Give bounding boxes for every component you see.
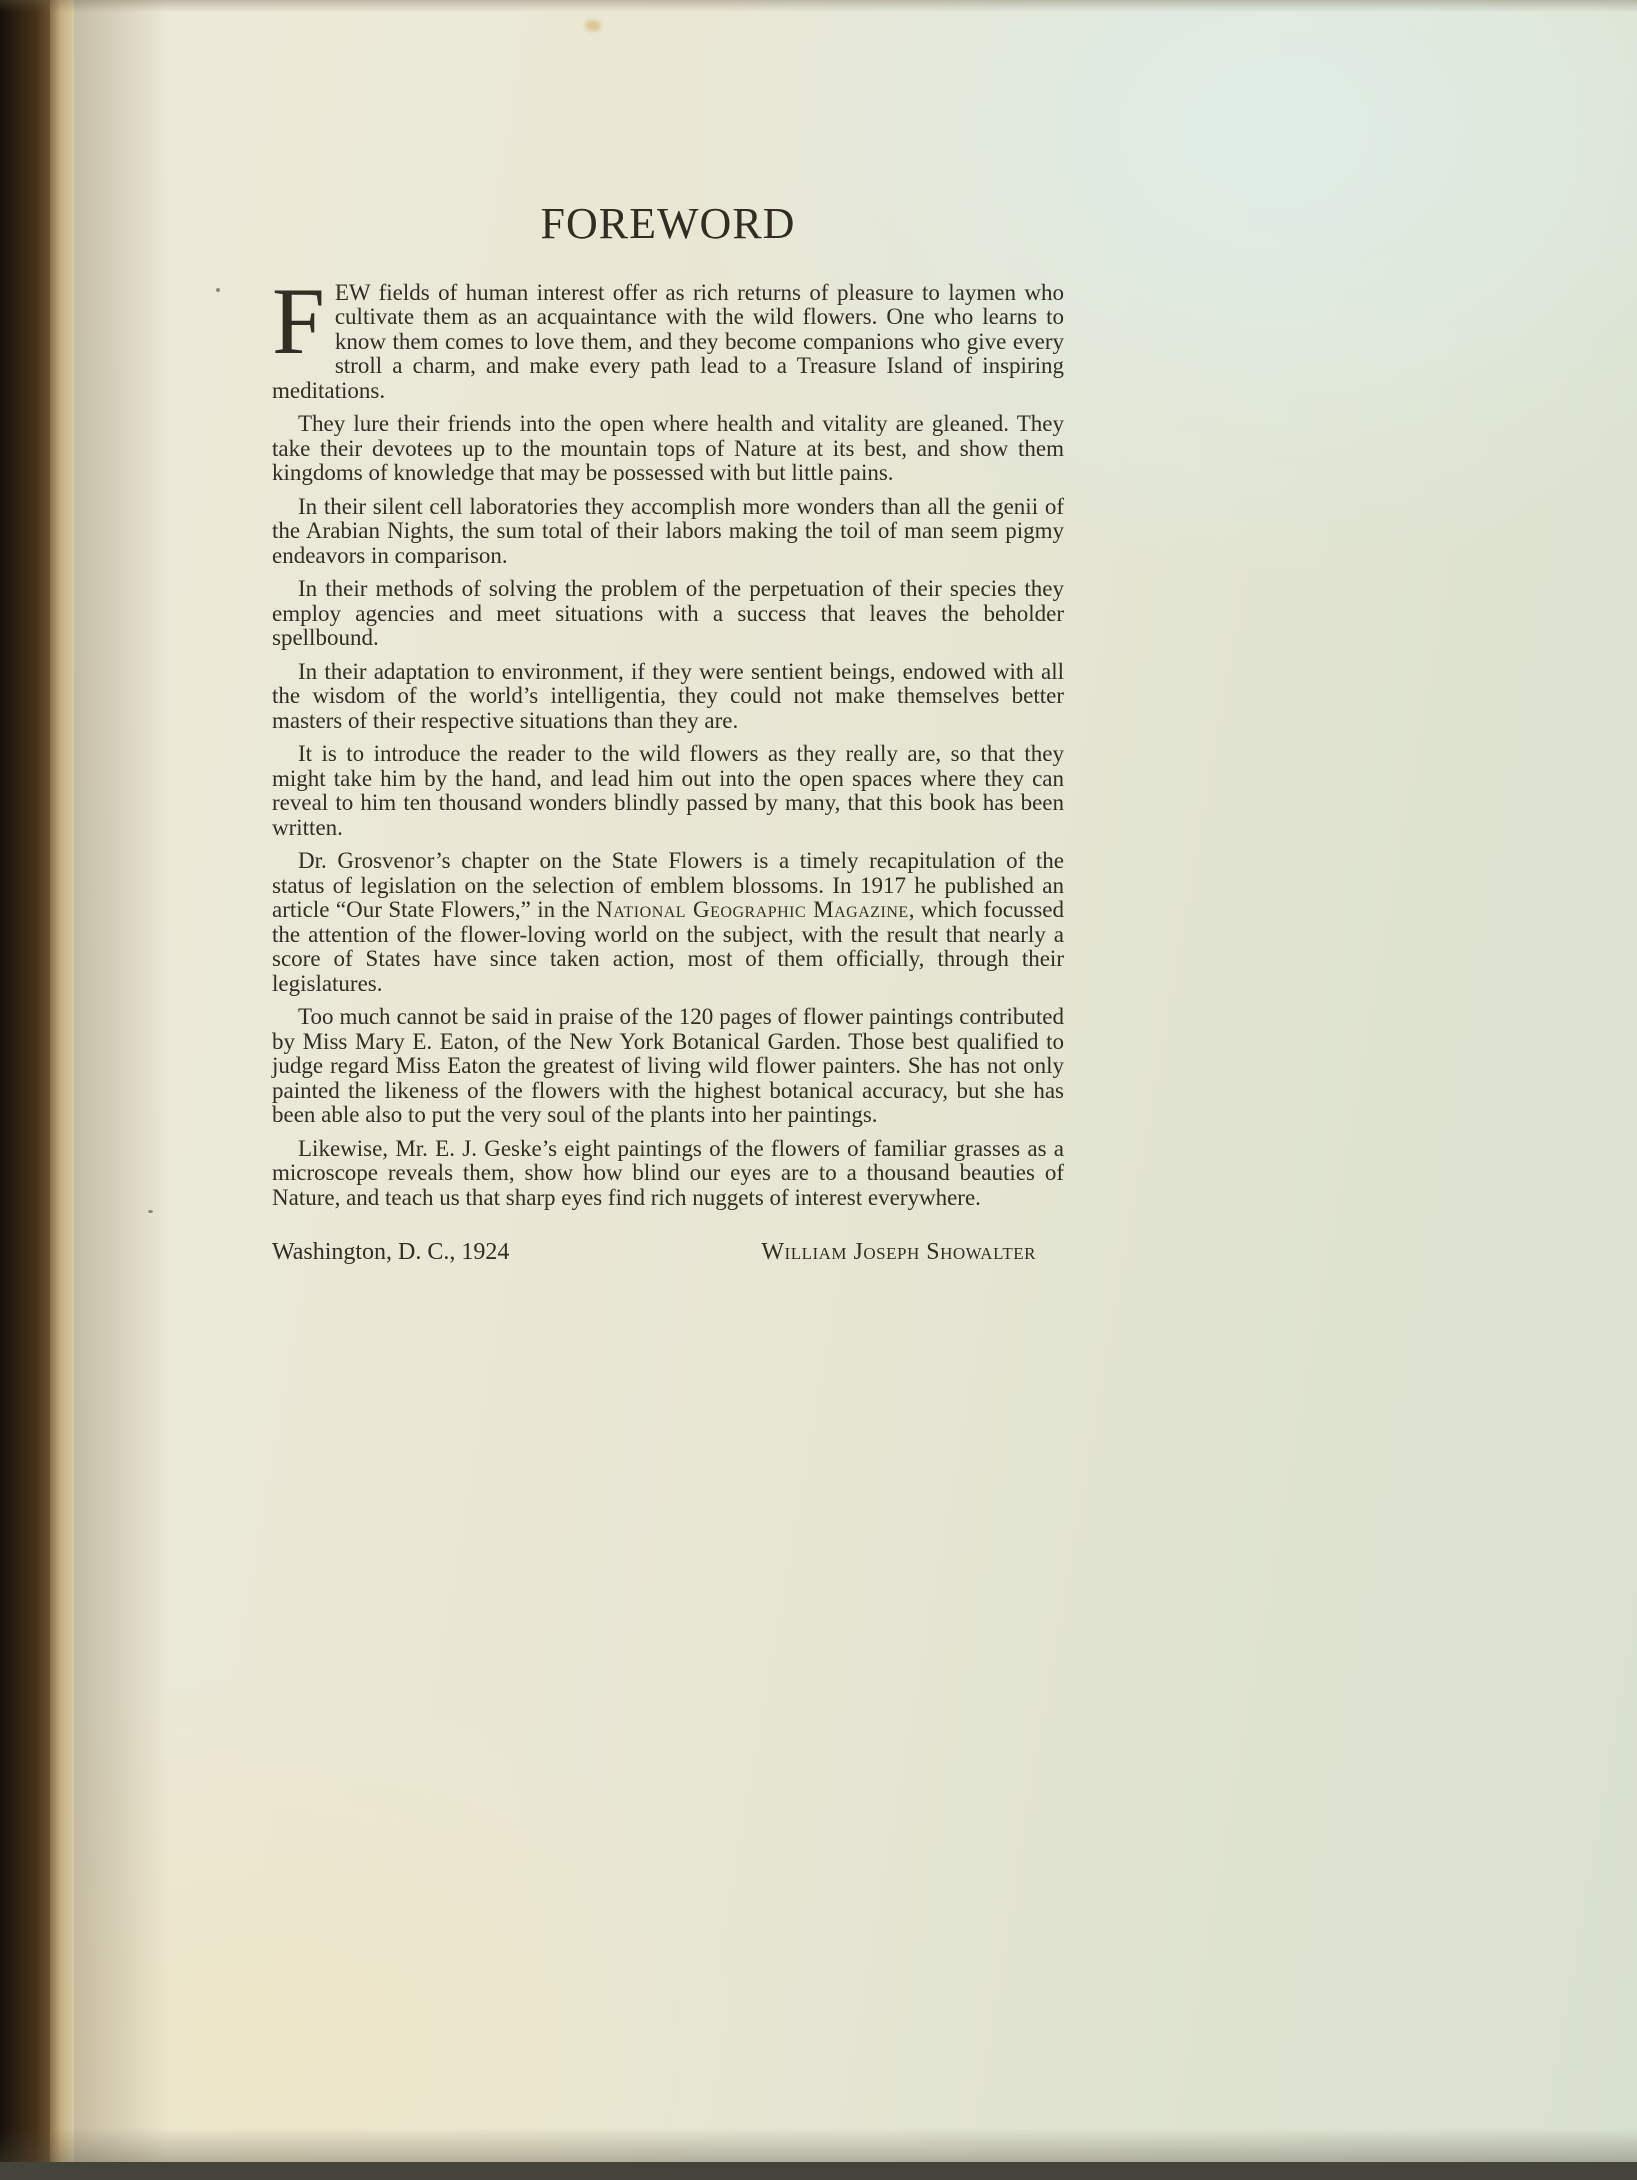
- paragraph-geske: Likewise, Mr. E. J. Geske’s eight paintings of the flowers of familiar grasses as a microscope reveals them, show how blind our eyes are to a thousand beauties of Nature, and teach us that sharp eyes find rich nuggets of interest everywhere.: [272, 1135, 1064, 1210]
- dateline: Washington, D. C., 1924: [272, 1239, 510, 1265]
- scan-bottom-edge: [0, 2162, 1637, 2180]
- paragraph-text: Dr. Grosvenor’s chapter on the State Flowers is a timely recapitulation of the status of legislation on the selection of emblem blossoms. In 1917 he published an article “Our State Flowers,” in the: [272, 848, 1064, 922]
- paragraph-grosvenor: [272, 849, 1064, 996]
- paragraph-text: EW fields of human interest offer as rich returns of pleasure to laymen who cultivate them as an acquaintance with the wild flowers. One who learns to know them comes to love them, and they become companions who give every stroll a charm, and make every path lead to a Treasure Island of inspiring meditations.: [272, 279, 1064, 403]
- page-title: FOREWORD: [540, 199, 796, 248]
- paragraph-laboratories: In their silent cell laboratories they accomplish more wonders than all the genii of the Arabian Nights, the sum total of their labors making the toil of man seem pigmy endeavors in comparison.: [272, 493, 1064, 568]
- paragraph-text: , which focussed the attention of the flower-loving world on the subject, with the result that nearly a score of States have since taken action, most of them officially, through their legislatures.: [272, 897, 1065, 996]
- book-spine-edge: [0, 0, 50, 2180]
- scan-top-edge: [0, 0, 1637, 12]
- paper-speck: [216, 288, 220, 292]
- drop-cap: F: [272, 267, 325, 374]
- paragraph-methods: In their methods of solving the problem of the perpetuation of their species they employ agencies and meet situations with a success that leaves the beholder spellbound.: [272, 576, 1064, 650]
- scan-bottom-shade: [0, 2128, 1637, 2162]
- paragraph-opening: [272, 267, 1064, 404]
- paragraph-lure: They lure their friends into the open where health and vitality are gleaned. They take their devotees up to the mountain tops of Nature at its best, and show them kingdoms of knowledge that may be possessed with but little pains.: [272, 411, 1064, 485]
- paper-stain: [585, 20, 601, 31]
- page-content: [272, 199, 1065, 1265]
- paper-speck: [148, 1210, 153, 1213]
- page-edge-strip: [50, 0, 74, 2180]
- paragraph-eaton: Too much cannot be said in praise of the 120 pages of flower paintings contributed by Miss Mary E. Eaton, of the New York Botanical Garden. Those best qualified to judge regard Miss Eaton the greatest of living wild flower painters. She has not only painted the likeness of the flowers with the highest botanical accuracy, but she has been able also to put the very soul of the plants into her paintings.: [272, 1004, 1064, 1127]
- page-footer: [272, 1240, 1064, 1265]
- paragraph-introduce: It is to introduce the reader to the wild flowers as they really are, so that they might take him by the hand, and lead him out into the open spaces where they can reveal to him ten thousand wonders blindly passed by many, that this book has been written.: [272, 741, 1064, 840]
- paragraph-adaptation: In their adaptation to environment, if they were sentient beings, endowed with all the wisdom of the world’s intelligentia, they could not make themselves better masters of their respective situations than they are.: [272, 658, 1064, 733]
- author-signature: William Joseph Showalter: [761, 1239, 1036, 1265]
- magazine-name-smallcaps: National Geographic Magazine: [596, 897, 909, 922]
- gutter-shadow: [74, 0, 169, 2180]
